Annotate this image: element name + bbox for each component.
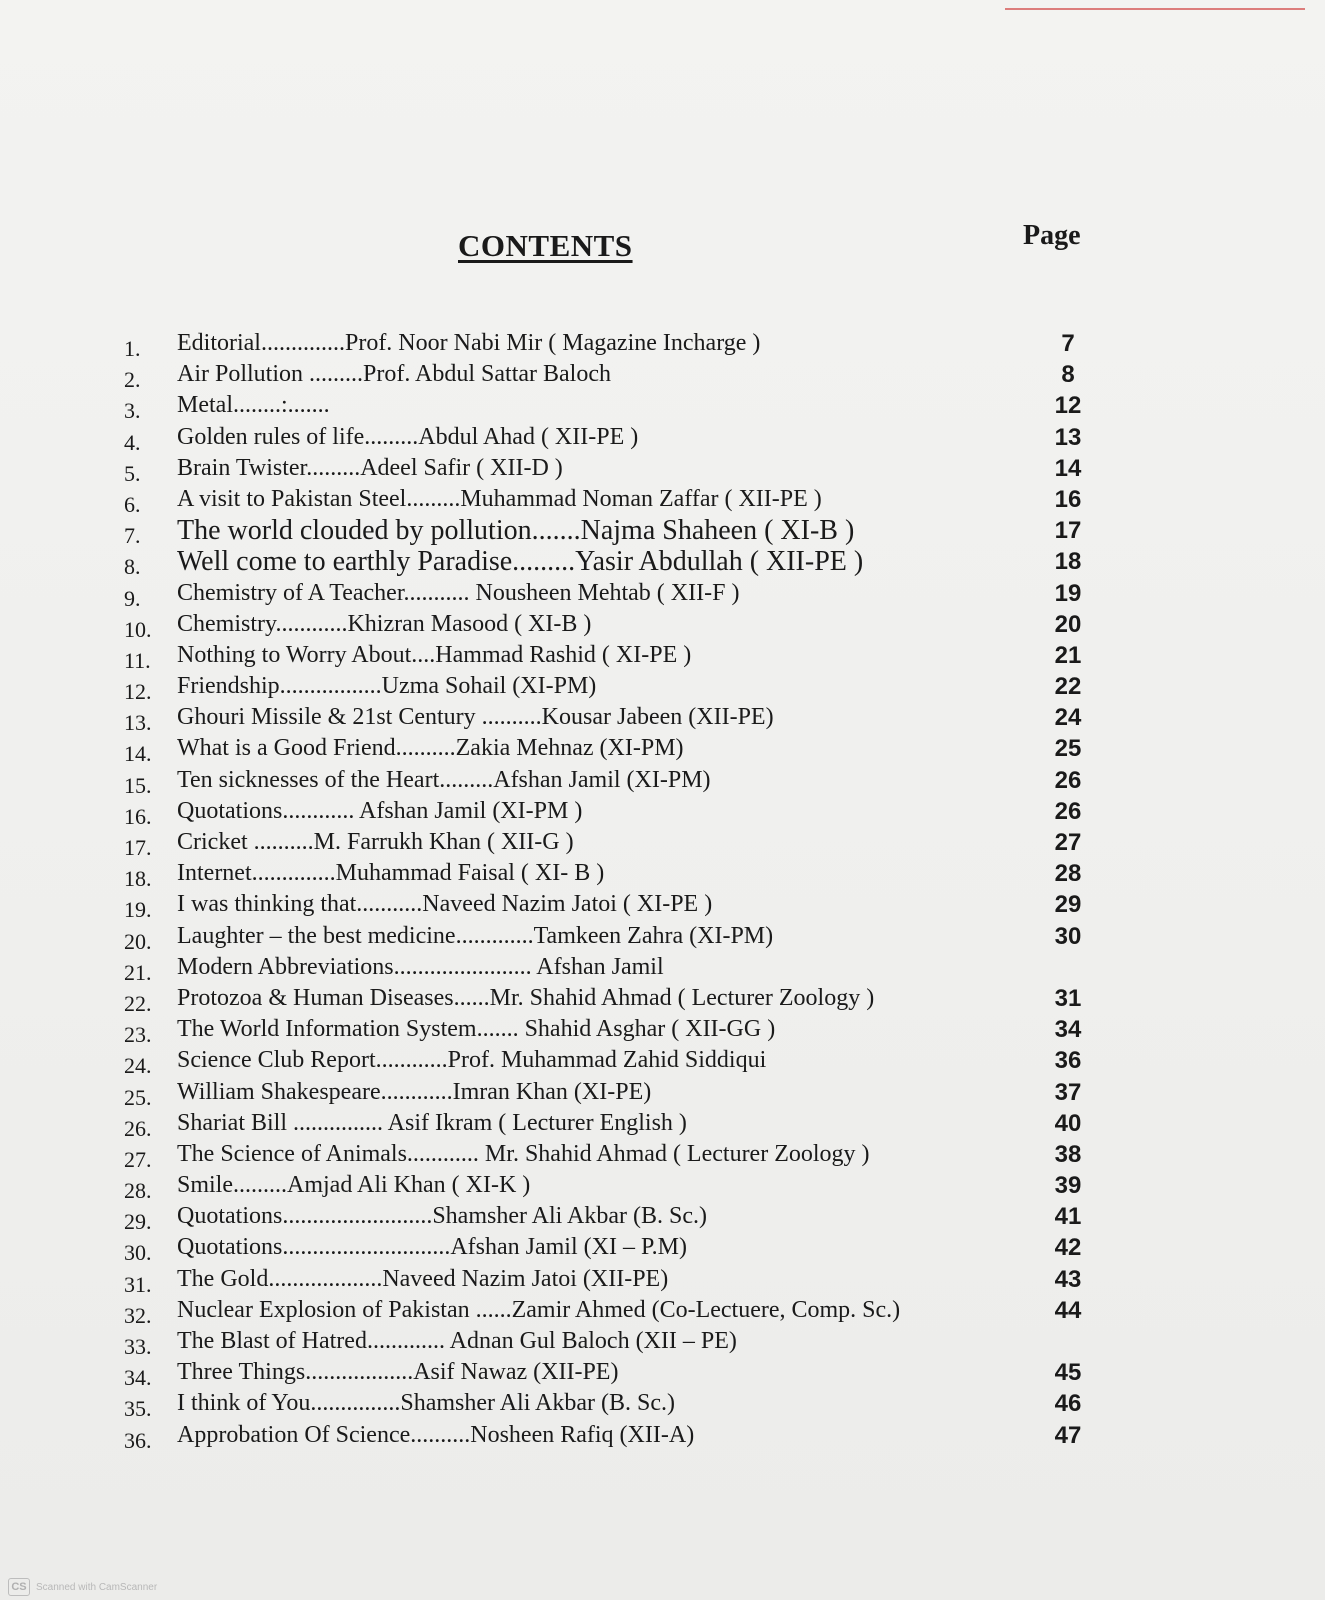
entry-number: 20. bbox=[124, 928, 152, 954]
contents-entry bbox=[0, 642, 1325, 673]
entry-number: 9. bbox=[124, 585, 141, 611]
entry-page-number: 40 bbox=[1054, 1109, 1082, 1137]
top-red-rule bbox=[1005, 8, 1305, 10]
entry-number: 26. bbox=[124, 1115, 152, 1141]
entry-number: 17. bbox=[124, 835, 152, 860]
entry-title: Editorial..............Prof. Noor Nabi Mir ( Magazine Incharge ) bbox=[177, 330, 761, 356]
contents-entry bbox=[0, 1110, 1325, 1141]
contents-entry bbox=[0, 1390, 1325, 1421]
entry-page-number: 26 bbox=[1054, 797, 1082, 825]
entry-title: Golden rules of life.........Abdul Ahad ( XII-PE ) bbox=[177, 423, 639, 450]
entry-number: 18. bbox=[124, 866, 152, 892]
entry-title: The World Information System....... Shahid Asghar ( XII-GG ) bbox=[177, 1016, 776, 1043]
contents-entry bbox=[0, 517, 1325, 548]
camscanner-logo-icon: CS bbox=[8, 1578, 30, 1596]
entry-number: 5. bbox=[124, 460, 141, 486]
entry-title: Protozoa & Human Diseases......Mr. Shahid Ahmad ( Lecturer Zoology ) bbox=[177, 984, 875, 1011]
entry-page-number: 41 bbox=[1054, 1203, 1082, 1231]
entry-page-number: 7 bbox=[1061, 330, 1075, 357]
entry-page-number: 14 bbox=[1054, 454, 1082, 482]
entry-number: 15. bbox=[124, 772, 152, 798]
contents-entry bbox=[0, 1297, 1325, 1328]
entry-page-number: 18 bbox=[1054, 548, 1082, 576]
entry-number: 6. bbox=[124, 491, 141, 517]
entry-title: Well come to earthly Paradise.........Yasir Abdullah ( XII-PE ) bbox=[177, 546, 864, 578]
contents-entry bbox=[0, 1234, 1325, 1265]
entry-title: The Gold...................Naveed Nazim Jatoi (XII-PE) bbox=[177, 1265, 669, 1292]
entry-number: 7. bbox=[124, 523, 141, 549]
entry-number: 19. bbox=[124, 897, 152, 923]
entry-number: 31. bbox=[124, 1271, 152, 1297]
contents-entry bbox=[0, 735, 1325, 766]
entry-number: 2. bbox=[124, 367, 141, 393]
entry-title: Science Club Report............Prof. Muhammad Zahid Siddiqui bbox=[177, 1047, 767, 1074]
contents-entry bbox=[0, 330, 1325, 361]
contents-entry bbox=[0, 673, 1325, 704]
entry-page-number: 31 bbox=[1054, 984, 1082, 1012]
entry-page-number: 28 bbox=[1054, 860, 1082, 888]
entry-title: Ten sicknesses of the Heart.........Afshan Jamil (XI-PM) bbox=[177, 766, 711, 793]
entry-page-number: 36 bbox=[1054, 1047, 1082, 1075]
entry-title: The Blast of Hatred............. Adnan Gul Baloch (XII – PE) bbox=[177, 1328, 737, 1354]
entry-page-number: 21 bbox=[1054, 641, 1082, 669]
entry-number: 1. bbox=[124, 336, 141, 361]
contents-entry bbox=[0, 1141, 1325, 1172]
contents-entry bbox=[0, 985, 1325, 1016]
entry-number: 8. bbox=[124, 554, 141, 580]
contents-entry bbox=[0, 954, 1325, 985]
entry-number: 12. bbox=[124, 679, 152, 705]
entry-page-number: 8 bbox=[1061, 361, 1075, 389]
entry-title: A visit to Pakistan Steel.........Muhammad Noman Zaffar ( XII-PE ) bbox=[177, 485, 822, 512]
entry-page-number: 44 bbox=[1054, 1296, 1082, 1324]
contents-entry bbox=[0, 580, 1325, 611]
entry-page-number: 26 bbox=[1054, 766, 1082, 794]
contents-title: CONTENTS bbox=[458, 228, 633, 263]
entry-number: 30. bbox=[124, 1240, 152, 1266]
entry-number: 13. bbox=[124, 710, 152, 736]
entry-number: 35. bbox=[124, 1396, 152, 1422]
entry-title: Friendship.................Uzma Sohail (XI-PM) bbox=[177, 673, 597, 700]
entry-number: 25. bbox=[124, 1084, 152, 1110]
contents-entry bbox=[0, 1203, 1325, 1234]
page-column-heading: Page bbox=[1023, 220, 1081, 251]
entry-title: Internet..............Muhammad Faisal ( XI- B ) bbox=[177, 860, 605, 887]
entry-title: Chemistry of A Teacher........... Nousheen Mehtab ( XII-F ) bbox=[177, 579, 740, 606]
contents-entry bbox=[0, 923, 1325, 954]
entry-title: Nuclear Explosion of Pakistan ......Zamir Ahmed (Co-Lectuere, Comp. Sc.) bbox=[177, 1296, 901, 1323]
entry-title: Quotations.........................Shamsher Ali Akbar (B. Sc.) bbox=[177, 1203, 707, 1230]
contents-entry bbox=[0, 829, 1325, 860]
entry-title: Smile.........Amjad Ali Khan ( XI-K ) bbox=[177, 1172, 531, 1199]
entry-page-number: 13 bbox=[1054, 423, 1082, 451]
entry-title: Brain Twister.........Adeel Safir ( XII-D ) bbox=[177, 454, 563, 481]
entry-number: 32. bbox=[124, 1302, 152, 1328]
entry-number: 36. bbox=[124, 1427, 152, 1453]
entry-page-number: 16 bbox=[1054, 485, 1082, 513]
watermark-text: Scanned with CamScanner bbox=[36, 1581, 158, 1593]
entry-title: Shariat Bill ............... Asif Ikram ( Lecturer English ) bbox=[177, 1109, 687, 1136]
entry-number: 14. bbox=[124, 741, 152, 767]
entry-page-number: 20 bbox=[1054, 610, 1082, 638]
entry-number: 34. bbox=[124, 1365, 152, 1391]
entry-number: 29. bbox=[124, 1209, 152, 1235]
contents-entry bbox=[0, 611, 1325, 642]
entry-number: 22. bbox=[124, 990, 152, 1016]
entry-page-number: 17 bbox=[1054, 517, 1082, 545]
contents-entry bbox=[0, 424, 1325, 455]
entry-page-number: 46 bbox=[1054, 1390, 1082, 1418]
entry-number: 3. bbox=[124, 398, 141, 424]
entry-number: 11. bbox=[124, 647, 151, 673]
entry-page-number: 30 bbox=[1054, 922, 1082, 950]
entry-title: Ghouri Missile & 21st Century ..........Kousar Jabeen (XII-PE) bbox=[177, 704, 774, 731]
contents-entry bbox=[0, 392, 1325, 423]
entry-title: Three Things..................Asif Nawaz (XII-PE) bbox=[177, 1359, 619, 1386]
entry-title: Approbation Of Science..........Nosheen Rafiq (XII-A) bbox=[177, 1421, 695, 1448]
entry-title: Air Pollution .........Prof. Abdul Sattar Baloch bbox=[177, 361, 611, 388]
entry-title: Quotations............................Afshan Jamil (XI – P.M) bbox=[177, 1234, 687, 1261]
entry-page-number: 43 bbox=[1054, 1265, 1082, 1293]
contents-entry bbox=[0, 486, 1325, 517]
entry-page-number: 47 bbox=[1054, 1421, 1082, 1449]
entry-number: 4. bbox=[124, 429, 141, 455]
entry-title: I think of You...............Shamsher Ali Akbar (B. Sc.) bbox=[177, 1390, 675, 1417]
contents-entry bbox=[0, 767, 1325, 798]
contents-entry bbox=[0, 361, 1325, 392]
contents-entry bbox=[0, 860, 1325, 891]
entry-page-number: 24 bbox=[1054, 704, 1082, 732]
entry-number: 16. bbox=[124, 803, 152, 829]
entry-page-number: 25 bbox=[1054, 735, 1082, 763]
entry-page-number: 37 bbox=[1054, 1078, 1082, 1106]
contents-entry bbox=[0, 1079, 1325, 1110]
contents-entry bbox=[0, 1016, 1325, 1047]
entry-number: 27. bbox=[124, 1146, 152, 1172]
contents-entry bbox=[0, 704, 1325, 735]
entry-number: 21. bbox=[124, 959, 152, 985]
contents-list bbox=[0, 330, 1325, 1453]
entry-title: The world clouded by pollution.......Najma Shaheen ( XI-B ) bbox=[177, 515, 855, 547]
entry-title: Cricket ..........M. Farrukh Khan ( XII-G ) bbox=[177, 829, 574, 855]
entry-title: The Science of Animals............ Mr. Shahid Ahmad ( Lecturer Zoology ) bbox=[177, 1140, 870, 1167]
entry-title: Modern Abbreviations....................... Afshan Jamil bbox=[177, 953, 664, 980]
entry-number: 33. bbox=[124, 1334, 152, 1359]
entry-page-number: 45 bbox=[1054, 1359, 1082, 1387]
entry-title: Chemistry............Khizran Masood ( XI-B ) bbox=[177, 610, 592, 637]
entry-title: I was thinking that...........Naveed Nazim Jatoi ( XI-PE ) bbox=[177, 891, 713, 918]
entry-page-number: 27 bbox=[1054, 829, 1082, 856]
entry-page-number: 12 bbox=[1054, 392, 1082, 420]
entry-page-number: 38 bbox=[1054, 1140, 1082, 1168]
entry-title: Laughter – the best medicine.............Tamkeen Zahra (XI-PM) bbox=[177, 922, 774, 949]
entry-title: William Shakespeare............Imran Khan (XI-PE) bbox=[177, 1078, 652, 1105]
entry-title: Quotations............ Afshan Jamil (XI-PM ) bbox=[177, 797, 583, 824]
contents-entry bbox=[0, 1172, 1325, 1203]
entry-page-number: 42 bbox=[1054, 1234, 1082, 1262]
entry-page-number: 29 bbox=[1054, 891, 1082, 919]
scanner-watermark bbox=[8, 1578, 157, 1596]
entry-number: 23. bbox=[124, 1022, 152, 1048]
contents-entry bbox=[0, 1047, 1325, 1078]
entry-title: Metal........:....... bbox=[177, 392, 330, 419]
entry-number: 10. bbox=[124, 616, 152, 642]
entry-page-number: 22 bbox=[1054, 673, 1082, 701]
contents-entry bbox=[0, 548, 1325, 579]
entry-number: 24. bbox=[124, 1053, 152, 1079]
entry-page-number: 34 bbox=[1054, 1016, 1082, 1044]
contents-entry bbox=[0, 1266, 1325, 1297]
contents-entry bbox=[0, 891, 1325, 922]
entry-number: 28. bbox=[124, 1178, 152, 1204]
contents-entry bbox=[0, 798, 1325, 829]
contents-entry bbox=[0, 455, 1325, 486]
contents-entry bbox=[0, 1359, 1325, 1390]
entry-page-number: 19 bbox=[1054, 579, 1082, 607]
entry-title: Nothing to Worry About....Hammad Rashid ( XI-PE ) bbox=[177, 641, 692, 668]
contents-entry bbox=[0, 1422, 1325, 1453]
contents-entry bbox=[0, 1328, 1325, 1359]
entry-page-number: 39 bbox=[1054, 1172, 1082, 1200]
entry-title: What is a Good Friend..........Zakia Mehnaz (XI-PM) bbox=[177, 735, 684, 762]
